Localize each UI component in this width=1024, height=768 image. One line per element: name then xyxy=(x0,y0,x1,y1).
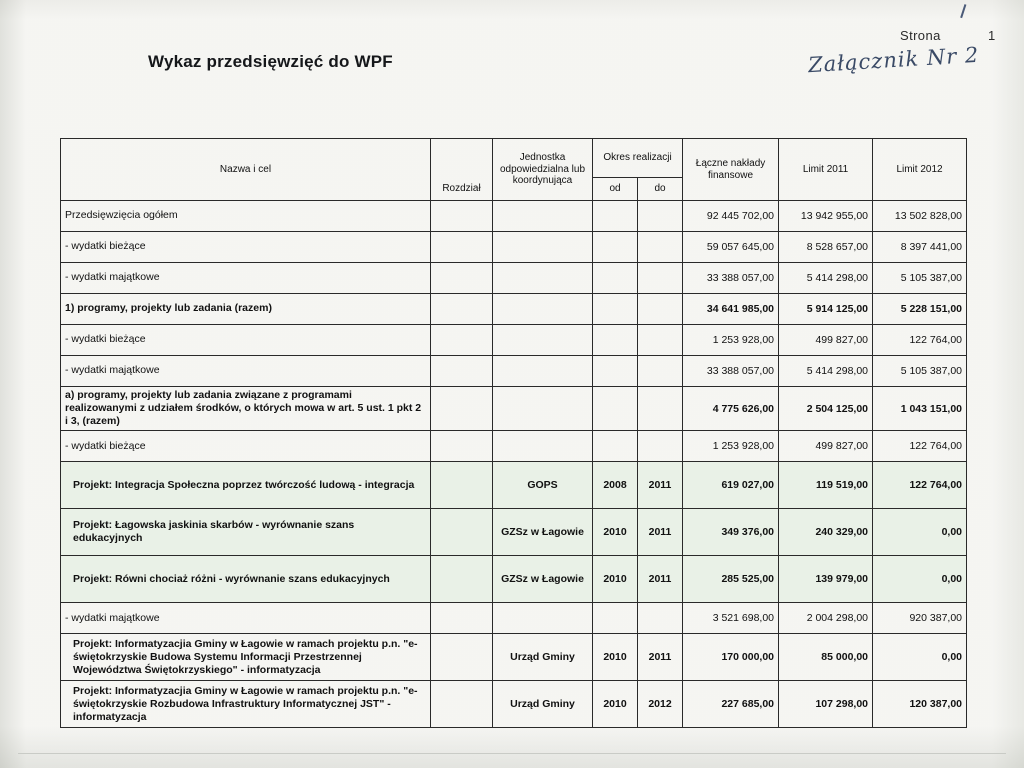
row-laczne-cell: 34 641 985,00 xyxy=(683,294,779,325)
col-header-od: od xyxy=(593,178,638,201)
row-name-cell: Przedsięwzięcia ogółem xyxy=(61,201,431,232)
row-do-cell xyxy=(638,232,683,263)
row-jednostka-cell xyxy=(493,431,593,462)
row-od-cell: 2010 xyxy=(593,556,638,603)
table-row xyxy=(61,603,967,634)
row-od-cell: 2010 xyxy=(593,509,638,556)
row-od-cell: 2010 xyxy=(593,681,638,728)
row-do-cell xyxy=(638,201,683,232)
row-od-cell: 2008 xyxy=(593,462,638,509)
col-header-limit-2012: Limit 2012 xyxy=(873,139,967,201)
row-limit2012-cell: 5 105 387,00 xyxy=(873,356,967,387)
row-laczne-cell: 33 388 057,00 xyxy=(683,263,779,294)
row-jednostka-cell xyxy=(493,325,593,356)
page-bottom-edge xyxy=(18,753,1006,754)
row-limit2011-cell: 2 504 125,00 xyxy=(779,387,873,431)
table-row xyxy=(61,431,967,462)
row-name-cell: Projekt: Informatyzacjia Gminy w Łagowie w ramach projektu p.n. "e-świętokrzyskie Rozbudowa Infrastruktury Informatycznej JST" - informatyzacja xyxy=(61,681,431,728)
row-name-cell: - wydatki majątkowe xyxy=(61,603,431,634)
row-do-cell xyxy=(638,263,683,294)
row-name-cell: Projekt: Informatyzacjia Gminy w Łagowie w ramach projektu p.n. "e-świętokrzyskie Budowa Systemu Informacji Przestrzennej Województwa Świętokrzyskiego" - informatyzacja xyxy=(61,634,431,681)
row-name-cell: - wydatki majątkowe xyxy=(61,356,431,387)
row-rozdzial-cell xyxy=(431,325,493,356)
col-header-jednostka: Jednostka odpowiedzialna lub koordynująca xyxy=(493,139,593,201)
row-limit2011-cell: 85 000,00 xyxy=(779,634,873,681)
row-do-cell xyxy=(638,603,683,634)
row-laczne-cell: 33 388 057,00 xyxy=(683,356,779,387)
row-laczne-cell: 619 027,00 xyxy=(683,462,779,509)
row-laczne-cell: 349 376,00 xyxy=(683,509,779,556)
row-do-cell: 2012 xyxy=(638,681,683,728)
row-od-cell xyxy=(593,232,638,263)
row-name-cell: - wydatki majątkowe xyxy=(61,263,431,294)
row-laczne-cell: 59 057 645,00 xyxy=(683,232,779,263)
row-laczne-cell: 4 775 626,00 xyxy=(683,387,779,431)
col-header-okres: Okres realizacji xyxy=(593,139,683,178)
row-name-cell: - wydatki bieżące xyxy=(61,431,431,462)
row-rozdzial-cell xyxy=(431,356,493,387)
row-do-cell xyxy=(638,325,683,356)
col-header-limit-2011: Limit 2011 xyxy=(779,139,873,201)
row-limit2012-cell: 122 764,00 xyxy=(873,462,967,509)
row-rozdzial-cell xyxy=(431,431,493,462)
row-od-cell xyxy=(593,325,638,356)
col-header-rozdzial-spacer xyxy=(431,139,493,178)
table-row xyxy=(61,325,967,356)
table-row xyxy=(61,201,967,232)
row-limit2012-cell: 120 387,00 xyxy=(873,681,967,728)
row-jednostka-cell: Urząd Gminy xyxy=(493,681,593,728)
row-laczne-cell: 3 521 698,00 xyxy=(683,603,779,634)
page-label: Strona xyxy=(900,28,941,43)
row-rozdzial-cell xyxy=(431,232,493,263)
col-header-laczne: Łączne nakłady finansowe xyxy=(683,139,779,201)
row-rozdzial-cell xyxy=(431,387,493,431)
row-rozdzial-cell xyxy=(431,294,493,325)
row-limit2011-cell: 139 979,00 xyxy=(779,556,873,603)
row-name-cell: Projekt: Integracja Społeczna poprzez twórczość ludową - integracja xyxy=(61,462,431,509)
row-limit2011-cell: 5 414 298,00 xyxy=(779,356,873,387)
table-row xyxy=(61,232,967,263)
row-limit2012-cell: 920 387,00 xyxy=(873,603,967,634)
row-limit2011-cell: 499 827,00 xyxy=(779,325,873,356)
table-row xyxy=(61,294,967,325)
row-do-cell: 2011 xyxy=(638,462,683,509)
row-od-cell xyxy=(593,431,638,462)
row-do-cell xyxy=(638,387,683,431)
row-limit2011-cell: 13 942 955,00 xyxy=(779,201,873,232)
row-laczne-cell: 170 000,00 xyxy=(683,634,779,681)
row-rozdzial-cell xyxy=(431,462,493,509)
table-row xyxy=(61,387,967,431)
row-limit2012-cell: 122 764,00 xyxy=(873,325,967,356)
row-name-cell: a) programy, projekty lub zadania związane z programami realizowanymi z udziałem środków, o których mowa w art. 5 ust. 1 pkt 2 i 3, (razem) xyxy=(61,387,431,431)
row-laczne-cell: 227 685,00 xyxy=(683,681,779,728)
row-jednostka-cell: GOPS xyxy=(493,462,593,509)
row-do-cell: 2011 xyxy=(638,556,683,603)
row-jednostka-cell: GZSz w Łagowie xyxy=(493,556,593,603)
table-row xyxy=(61,462,967,509)
row-limit2012-cell: 122 764,00 xyxy=(873,431,967,462)
row-name-cell: - wydatki bieżące xyxy=(61,325,431,356)
row-od-cell xyxy=(593,356,638,387)
row-rozdzial-cell xyxy=(431,263,493,294)
row-name-cell: - wydatki bieżące xyxy=(61,232,431,263)
wpf-table xyxy=(60,138,967,728)
row-do-cell: 2011 xyxy=(638,509,683,556)
row-limit2011-cell: 2 004 298,00 xyxy=(779,603,873,634)
row-jednostka-cell xyxy=(493,356,593,387)
row-limit2012-cell: 5 228 151,00 xyxy=(873,294,967,325)
row-limit2011-cell: 499 827,00 xyxy=(779,431,873,462)
row-od-cell xyxy=(593,294,638,325)
row-limit2012-cell: 8 397 441,00 xyxy=(873,232,967,263)
page-number: 1 xyxy=(988,28,996,43)
table-row xyxy=(61,509,967,556)
table-row xyxy=(61,681,967,728)
row-limit2011-cell: 107 298,00 xyxy=(779,681,873,728)
row-jednostka-cell xyxy=(493,294,593,325)
page-title: Wykaz przedsięwzięć do WPF xyxy=(148,52,393,71)
row-jednostka-cell xyxy=(493,603,593,634)
row-rozdzial-cell xyxy=(431,681,493,728)
table-header xyxy=(61,139,967,201)
row-limit2011-cell: 119 519,00 xyxy=(779,462,873,509)
row-name-cell: 1) programy, projekty lub zadania (razem) xyxy=(61,294,431,325)
row-limit2012-cell: 0,00 xyxy=(873,509,967,556)
row-od-cell: 2010 xyxy=(593,634,638,681)
row-rozdzial-cell xyxy=(431,634,493,681)
row-rozdzial-cell xyxy=(431,201,493,232)
table-body xyxy=(61,201,967,728)
row-limit2012-cell: 5 105 387,00 xyxy=(873,263,967,294)
row-limit2012-cell: 0,00 xyxy=(873,634,967,681)
row-jednostka-cell xyxy=(493,232,593,263)
col-header-do: do xyxy=(638,178,683,201)
row-limit2011-cell: 5 914 125,00 xyxy=(779,294,873,325)
table-row xyxy=(61,634,967,681)
table-row xyxy=(61,356,967,387)
col-header-rozdzial: Rozdział xyxy=(431,178,493,201)
row-limit2012-cell: 0,00 xyxy=(873,556,967,603)
row-laczne-cell: 285 525,00 xyxy=(683,556,779,603)
row-rozdzial-cell xyxy=(431,603,493,634)
row-do-cell xyxy=(638,356,683,387)
row-do-cell: 2011 xyxy=(638,634,683,681)
row-jednostka-cell xyxy=(493,387,593,431)
row-do-cell xyxy=(638,431,683,462)
table-row xyxy=(61,556,967,603)
row-jednostka-cell: Urząd Gminy xyxy=(493,634,593,681)
row-jednostka-cell: GZSz w Łagowie xyxy=(493,509,593,556)
table-row xyxy=(61,263,967,294)
handwritten-tick-mark xyxy=(960,4,978,22)
handwritten-annotation: Załącznik Nr 2 xyxy=(807,42,980,78)
row-jednostka-cell xyxy=(493,201,593,232)
row-laczne-cell: 92 445 702,00 xyxy=(683,201,779,232)
row-limit2011-cell: 240 329,00 xyxy=(779,509,873,556)
row-do-cell xyxy=(638,294,683,325)
row-laczne-cell: 1 253 928,00 xyxy=(683,325,779,356)
row-od-cell xyxy=(593,387,638,431)
row-name-cell: Projekt: Równi chociaż różni - wyrównanie szans edukacyjnych xyxy=(61,556,431,603)
row-od-cell xyxy=(593,263,638,294)
row-name-cell: Projekt: Łagowska jaskinia skarbów - wyrównanie szans edukacyjnych xyxy=(61,509,431,556)
row-od-cell xyxy=(593,603,638,634)
row-limit2012-cell: 13 502 828,00 xyxy=(873,201,967,232)
row-laczne-cell: 1 253 928,00 xyxy=(683,431,779,462)
row-rozdzial-cell xyxy=(431,509,493,556)
row-od-cell xyxy=(593,201,638,232)
row-rozdzial-cell xyxy=(431,556,493,603)
row-limit2011-cell: 8 528 657,00 xyxy=(779,232,873,263)
row-jednostka-cell xyxy=(493,263,593,294)
row-limit2011-cell: 5 414 298,00 xyxy=(779,263,873,294)
row-limit2012-cell: 1 043 151,00 xyxy=(873,387,967,431)
col-header-name: Nazwa i cel xyxy=(61,139,431,201)
